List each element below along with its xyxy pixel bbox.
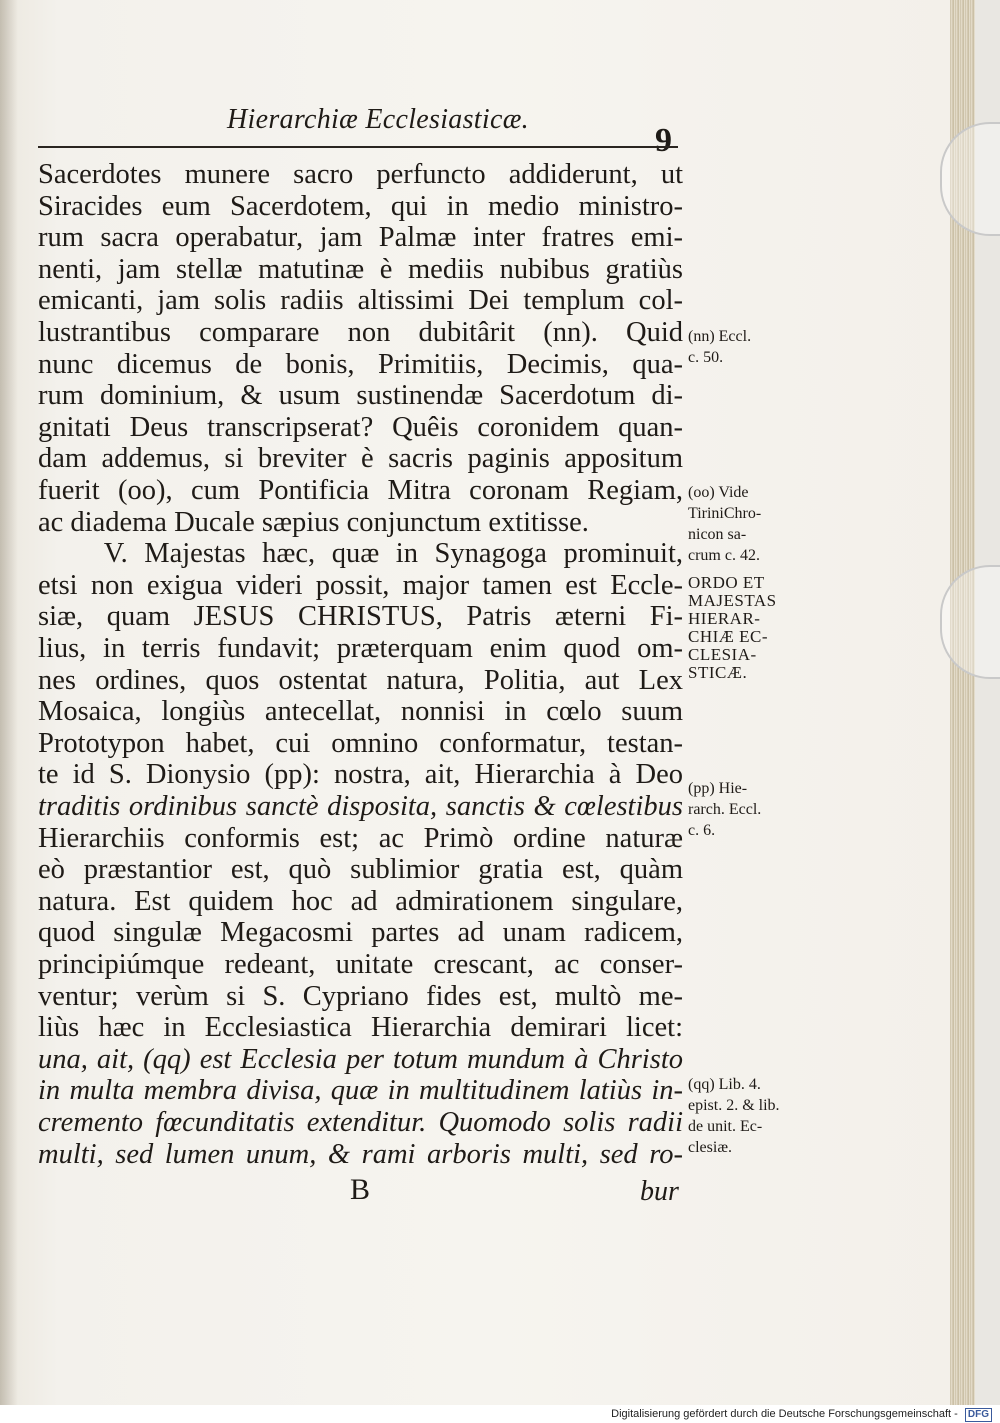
- catchword: bur: [640, 1176, 679, 1207]
- text-line: nunc dicemus de bonis, Primitiis, Decimis, qua-: [38, 348, 683, 380]
- text-line: rum dominium, & usum sustinendæ Sacerdotum di-: [38, 380, 683, 412]
- text-line: lius, in terris fundavit; præterquam enim quod om-: [38, 633, 683, 664]
- text-line: cremento fœcunditatis extenditur. Quomodo solis radii: [38, 1107, 683, 1138]
- text-line: una, ait, (qq) est Ecclesia per totum mundum à Christo: [38, 1043, 683, 1075]
- dfg-logo: DFG: [965, 1408, 992, 1422]
- text-line: ac diadema Ducale sæpius conjunctum extitisse.: [38, 506, 589, 538]
- margin-note-nn: (nn) Eccl. c. 50.: [688, 328, 752, 366]
- text-line: ventur; verùm si S. Cypriano fides est, multò me-: [38, 980, 683, 1012]
- text-line: rum sacra operabatur, jam Palmæ inter fratres emi-: [38, 222, 683, 254]
- page-number: 9: [655, 122, 672, 159]
- margin-section-title: ORDO ET MAJESTAS HIERAR- CHIÆ EC- CLESIA- STICÆ.: [688, 573, 777, 682]
- digitization-footer: [0, 1405, 1000, 1423]
- text-line: te id S. Dionysio (pp): nostra, ait, Hierarchia à Deo: [38, 759, 683, 791]
- text-line: fuerit (oo), cum Pontificia Mitra coronam Regiam,: [38, 475, 683, 506]
- text-line: dam addemus, si breviter è sacris paginis appositum: [38, 443, 683, 475]
- text-line: nes ordines, quos ostentat natura, Politia, aut Lex: [38, 664, 683, 696]
- text-line: Mosaica, longiùs antecellat, nonnisi in cœlo suum: [38, 696, 683, 728]
- text-line: siæ, quam JESUS CHRISTUS, Patris æterni Fi-: [38, 601, 683, 633]
- text-line: quod singulæ Megacosmi partes ad unam radicem,: [38, 917, 683, 949]
- text-line: nenti, jam stellæ matutinæ è mediis nubibus gratiùs: [38, 253, 683, 285]
- text-line: Sacerdotes munere sacro perfuncto addiderunt, ut: [38, 159, 683, 190]
- margin-note-qq: (qq) Lib. 4. epist. 2. & lib. de unit. Ec- clesiæ.: [688, 1076, 780, 1156]
- text-line: in multa membra divisa, quæ in multitudinem latiùs in-: [38, 1075, 683, 1107]
- text-line: V. Majestas hæc, quæ in Synagoga prominuit,: [38, 538, 683, 570]
- text-line: traditis ordinibus sanctè disposita, sanctis & cœlestibus: [38, 791, 683, 822]
- text-line: etsi non exigua videri possit, major tamen est Eccle-: [38, 569, 683, 601]
- text-line: principiúmque redeant, unitate crescant, ac conser-: [38, 949, 683, 980]
- spine-shadow: [0, 0, 18, 1405]
- text-line: liùs hæc in Ecclesiastica Hierarchia demirari licet:: [38, 1012, 683, 1044]
- margin-note-oo: (oo) Vide TiriniChro- nicon sa- crum c. 42.: [688, 484, 762, 564]
- footer-credit: Digitalisierung gefördert durch die Deutsche Forschungsgemeinschaft -: [611, 1408, 958, 1420]
- text-line: emicanti, jam solis radiis altissimi Dei templum col-: [38, 285, 683, 317]
- signature-mark: B: [350, 1173, 371, 1206]
- header-rule: [38, 146, 678, 148]
- text-line: Siracides eum Sacerdotem, qui in medio ministro-: [38, 190, 683, 222]
- text-line: lustrantibus comparare non dubitârit (nn). Quid: [38, 317, 683, 348]
- text-line: natura. Est quidem hoc ad admirationem singulare,: [38, 885, 683, 917]
- text-line: eò præstantior est, quò sublimior gratia est, quàm: [38, 854, 683, 886]
- text-line: multi, sed lumen unum, & rami arboris multi, sed ro-: [38, 1138, 683, 1170]
- running-title: Hierarchiæ Ecclesiasticæ.: [227, 104, 529, 135]
- text-line: Prototypon habet, cui omnino conformatur, testan-: [38, 727, 683, 759]
- text-line: Hierarchiis conformis est; ac Primò ordine naturæ: [38, 822, 683, 854]
- text-line: gnitati Deus transcripserat? Quêis coronidem quan-: [38, 411, 683, 443]
- margin-note-pp: (pp) Hie- rarch. Eccl. c. 6.: [688, 780, 762, 839]
